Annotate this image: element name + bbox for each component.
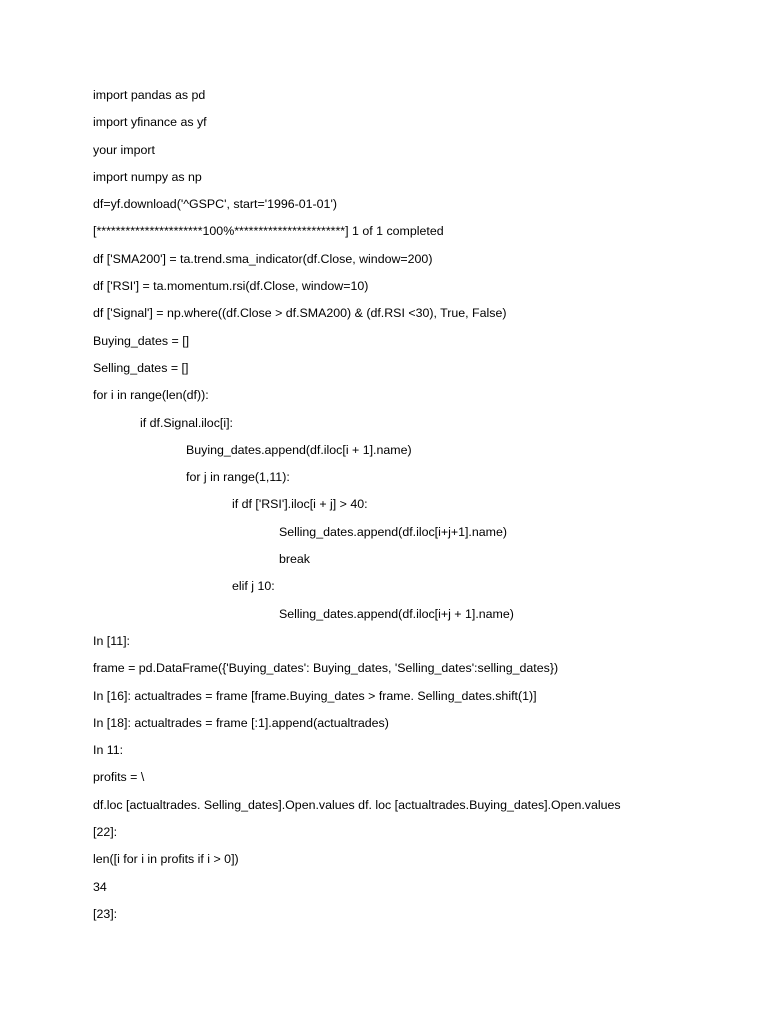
cell-label: In [11]:	[93, 633, 130, 648]
download-progress-line: [**********************100%***********************] 1 of 1 completed	[93, 224, 444, 239]
code-line: for i in range(len(df)):	[93, 388, 209, 403]
code-line: frame = pd.DataFrame({'Buying_dates': Buying_dates, 'Selling_dates':selling_dates})	[93, 661, 559, 676]
code-line: In [16]: actualtrades = frame [frame.Buying_dates > frame. Selling_dates.shift(1)]	[93, 688, 537, 703]
code-line: In [18]: actualtrades = frame [:1].append(actualtrades)	[93, 715, 389, 730]
code-line: profits = \	[93, 770, 145, 785]
code-line: import yfinance as yf	[93, 115, 207, 130]
cell-label: [23]:	[93, 906, 118, 921]
code-line: import pandas as pd	[93, 88, 206, 102]
code-line: Selling_dates.append(df.iloc[i+j + 1].name)	[279, 606, 514, 621]
code-line: df ['RSI'] = ta.momentum.rsi(df.Close, window=10)	[93, 279, 369, 294]
code-line: Buying_dates = []	[93, 333, 190, 348]
code-line: len([i for i in profits if i > 0])	[93, 852, 239, 867]
code-line: if df.Signal.iloc[i]:	[140, 415, 233, 430]
code-line: Buying_dates.append(df.iloc[i + 1].name)	[186, 442, 412, 457]
code-line: Selling_dates = []	[93, 360, 189, 375]
code-line: your import	[93, 142, 155, 157]
code-line: elif j 10:	[232, 579, 275, 594]
cell-label: [22]:	[93, 825, 118, 840]
code-line: break	[279, 552, 310, 567]
code-line: for j in range(1,11):	[186, 470, 290, 485]
code-line: df ['Signal'] = np.where((df.Close > df.SMA200) & (df.RSI <30), True, False)	[93, 306, 507, 321]
code-line: if df ['RSI'].iloc[i + j] > 40:	[232, 497, 368, 512]
code-line: Selling_dates.append(df.iloc[i+j+1].name)	[279, 524, 507, 539]
code-line: df.loc [actualtrades. Selling_dates].Open.values df. loc [actualtrades.Buying_dates].Open.values	[93, 797, 621, 812]
cell-label: In 11:	[93, 743, 124, 758]
code-line: df ['SMA200'] = ta.trend.sma_indicator(df.Close, window=200)	[93, 251, 433, 266]
code-listing	[93, 82, 733, 928]
output-value: 34	[93, 879, 107, 894]
code-line: import numpy as np	[93, 169, 202, 184]
code-line: df=yf.download('^GSPC', start='1996-01-01')	[93, 197, 337, 212]
